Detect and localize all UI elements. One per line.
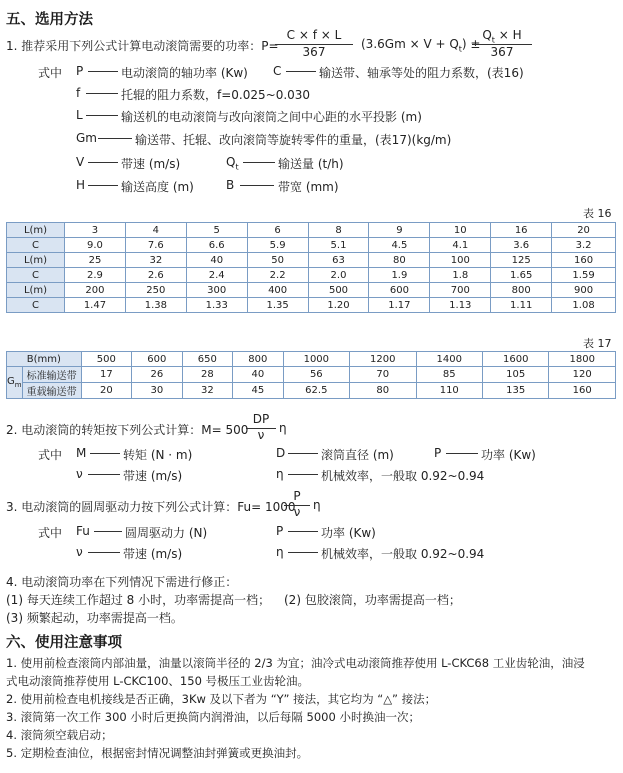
table-cell: 4 [125,223,186,238]
notice-line: 4. 滚筒须空载启动； [6,728,113,742]
def-sym: Fu [76,524,90,538]
formula1-intro: 1. 推荐采用下列公式计算电动滚筒需要的功率：P= [6,39,279,53]
def-text: 机械效率，一般取 0.92~0.94 [321,547,485,561]
notice-line: 式电动滚筒推荐使用 L-CKC100、150 号极压工业齿轮油。 [6,674,310,688]
table-cell: 5 [186,223,247,238]
def-sym: f [76,86,81,100]
formula1-denominator: 367 [302,45,326,59]
notice-line: 5. 定期检查油位，根据密封情况调整油封弹簧或更换油封。 [6,746,309,760]
table-cell: 300 [186,283,247,298]
table-cell: 32 [182,383,233,399]
where-label: 式中 [38,526,63,540]
table-cell: 80 [350,383,416,399]
header-cell: 600 [132,352,183,367]
row-label-cell: L(m) [7,223,65,238]
def-text: 输送带、轴承等处的阻力系数，(表16) [319,66,524,80]
table-cell: 1.9 [369,268,430,283]
table-cell: 3.6 [491,238,552,253]
table16-caption: 表 16 [583,207,612,220]
header-cell: 1600 [482,352,548,367]
def-text: 带速 (m/s) [121,157,181,171]
table-row [7,268,616,283]
table-cell: 1.8 [430,268,491,283]
formula1-numerator: C × f × L [286,28,342,42]
table16 [6,222,616,313]
def-sym: B [226,178,235,192]
def-text: 机械效率，一般取 0.92~0.94 [321,469,485,483]
table-cell: 10 [430,223,491,238]
table-cell: 40 [233,367,284,383]
def-sym: H [76,178,86,192]
formula3-intro: 3. 电动滚筒的圆周驱动力按下列公式计算：Fu= 1000 [6,500,296,514]
table-cell: 3.2 [552,238,616,253]
def-sym: $Q_t$ [226,155,239,172]
def-sym: ν [76,545,83,559]
table17-caption: 表 17 [583,337,612,350]
def-sym: η [276,467,284,481]
def-sym: P [276,524,284,538]
table-cell: 6.6 [186,238,247,253]
def-sym: D [276,446,286,460]
table-cell: 110 [416,383,482,399]
table-cell: 800 [491,283,552,298]
table-cell: 40 [186,253,247,268]
formula2-numerator: DP [252,412,270,426]
table-row [7,253,616,268]
def-text: 带速 (m/s) [123,469,183,483]
section5-title: 五、选用方法 [6,12,93,28]
table-cell: 4.1 [430,238,491,253]
table-cell: 4.5 [369,238,430,253]
def-sym: V [76,155,85,169]
def-text: 功率 (Kw) [481,448,536,462]
table17 [6,351,616,399]
table-cell: 28 [182,367,233,383]
item4-case1: (1) 每天连续工作超过 8 小时，功率需提高一档； [6,593,271,607]
table-row [7,238,616,253]
table-cell: 45 [233,383,284,399]
table-cell: 2.0 [308,268,369,283]
table-cell: 1.11 [491,298,552,313]
section6-title: 六、使用注意事项 [6,635,122,651]
table-header-row [7,352,616,367]
notice-line: 3. 滚筒第一次工作 300 小时后更换筒内润滑油，以后每隔 5000 小时换油一次； [6,710,420,724]
formula2-eta: η [279,421,287,435]
table-cell: 125 [491,253,552,268]
table-cell: 1.59 [552,268,616,283]
header-cell: 500 [81,352,132,367]
header-cell: 1800 [549,352,616,367]
table-cell: 26 [132,367,183,383]
table-cell: 85 [416,367,482,383]
table-cell: 56 [283,367,349,383]
notice-line: 1. 使用前检查滚筒内部油量，油量以滚筒半径的 2/3 为宜；油冷式电动滚筒推荐使用 L-CKC68 工业齿轮油，油浸 [6,656,585,670]
notice-line: 2. 使用前检查电机接线是否正确，3Kw 及以下者为 “Y” 接法，其它均为 “△” 接法； [6,692,437,706]
header-cell: 1000 [283,352,349,367]
table-cell: 20 [552,223,616,238]
table-cell: 160 [549,383,616,399]
formula2-intro: 2. 电动滚筒的转矩按下列公式计算：M= 500 [6,423,249,437]
table-cell: 1.08 [552,298,616,313]
row-label-cell: L(m) [7,253,65,268]
table-cell: 16 [491,223,552,238]
def-sym: η [276,545,284,559]
row-label-cell: C [7,298,65,313]
table-cell: 120 [549,367,616,383]
formula1b-numerator: $Q_t \times H$ [482,28,522,45]
table-cell: 6 [247,223,308,238]
header-cell: 1400 [416,352,482,367]
table-row [7,223,616,238]
table-cell: 2.6 [125,268,186,283]
def-text: 托辊的阻力系数，f=0.025~0.030 [121,88,311,102]
row-label-cell: 标准输送带 [22,367,81,383]
table-cell: 135 [482,383,548,399]
def-text: 带速 (m/s) [123,547,183,561]
table-cell: 50 [247,253,308,268]
row-label-cell: B(mm) [7,352,82,367]
def-text: 圆周驱动力 (N) [125,526,208,540]
table-cell: 5.1 [308,238,369,253]
header-cell: 650 [182,352,233,367]
item4-title: 4. 电动滚筒功率在下列情况下需进行修正： [6,575,238,589]
table-cell: 1.20 [308,298,369,313]
table-cell: 1.33 [186,298,247,313]
table-cell: 2.9 [65,268,126,283]
item4-case2: (2) 包胶滚筒，功率需提高一档； [284,593,461,607]
table-cell: 1.35 [247,298,308,313]
table-cell: 9.0 [65,238,126,253]
table-cell: 30 [132,383,183,399]
def-sym: M [76,446,87,460]
table-cell: 900 [552,283,616,298]
def-text: 带宽 (mm) [278,180,339,194]
table-cell: 200 [65,283,126,298]
table-cell: 17 [81,367,132,383]
table-cell: 700 [430,283,491,298]
table-cell: 25 [65,253,126,268]
def-sym: C [273,64,282,78]
def-text: 电动滚筒的轴功率 (Kw) [121,66,248,80]
table-cell: 1.17 [369,298,430,313]
formula3-numerator: P [293,489,301,503]
def-sym: ν [76,467,83,481]
table-cell: 1.47 [65,298,126,313]
table-row [7,367,616,383]
table-cell: 3 [65,223,126,238]
def-sym: P [434,446,442,460]
header-cell: 800 [233,352,284,367]
table-cell: 105 [482,367,548,383]
table-cell: 7.6 [125,238,186,253]
table-cell: 70 [350,367,416,383]
formula1-middle: $(3.6Gm \times V + Q_t)$ ± [361,37,481,54]
formula3-denominator: ν [293,505,301,519]
formula2-denominator: ν [257,428,265,442]
row-label-cell: L(m) [7,283,65,298]
table-cell: 62.5 [283,383,349,399]
table-cell: 5.9 [247,238,308,253]
table-cell: 32 [125,253,186,268]
formula3-eta: η [313,498,321,512]
table-cell: 1.65 [491,268,552,283]
table-row [7,383,616,399]
table-cell: 100 [430,253,491,268]
table-cell: 500 [308,283,369,298]
def-text: 功率 (Kw) [321,526,376,540]
table-cell: 80 [369,253,430,268]
item4-case3: (3) 频繁起动，功率需提高一档。 [6,611,183,625]
table-cell: 2.4 [186,268,247,283]
table-cell: 2.2 [247,268,308,283]
row-label-cell: C [7,268,65,283]
table-cell: 63 [308,253,369,268]
def-text: 输送带、托辊、改向滚筒等旋转零件的重量，(表17)(kg/m) [135,133,452,147]
table-cell: 20 [81,383,132,399]
table-cell: 250 [125,283,186,298]
table-cell: 1.38 [125,298,186,313]
table-cell: 1.13 [430,298,491,313]
def-sym: P [76,64,84,78]
gm-label-cell: $G_m$ [7,367,23,399]
table-cell: 600 [369,283,430,298]
def-text: 输送高度 (m) [121,180,194,194]
def-text: 滚筒直径 (m) [321,448,394,462]
table-row [7,298,616,313]
table-cell: 9 [369,223,430,238]
table-cell: 8 [308,223,369,238]
table-row [7,283,616,298]
where-label: 式中 [38,448,63,462]
header-cell: 1200 [350,352,416,367]
table-cell: 160 [552,253,616,268]
def-sym: L [76,108,83,122]
def-text: 转矩 (N · m) [123,448,193,462]
def-text: 输送机的电动滚筒与改向滚筒之间中心距的水平投影 (m) [121,110,422,124]
def-text: 输送量 (t/h) [278,157,344,171]
row-label-cell: 重载输送带 [22,383,81,399]
formula1b-denominator: 367 [490,45,514,59]
where-label: 式中 [38,66,63,80]
def-sym: Gm [76,131,97,145]
table-cell: 400 [247,283,308,298]
row-label-cell: C [7,238,65,253]
